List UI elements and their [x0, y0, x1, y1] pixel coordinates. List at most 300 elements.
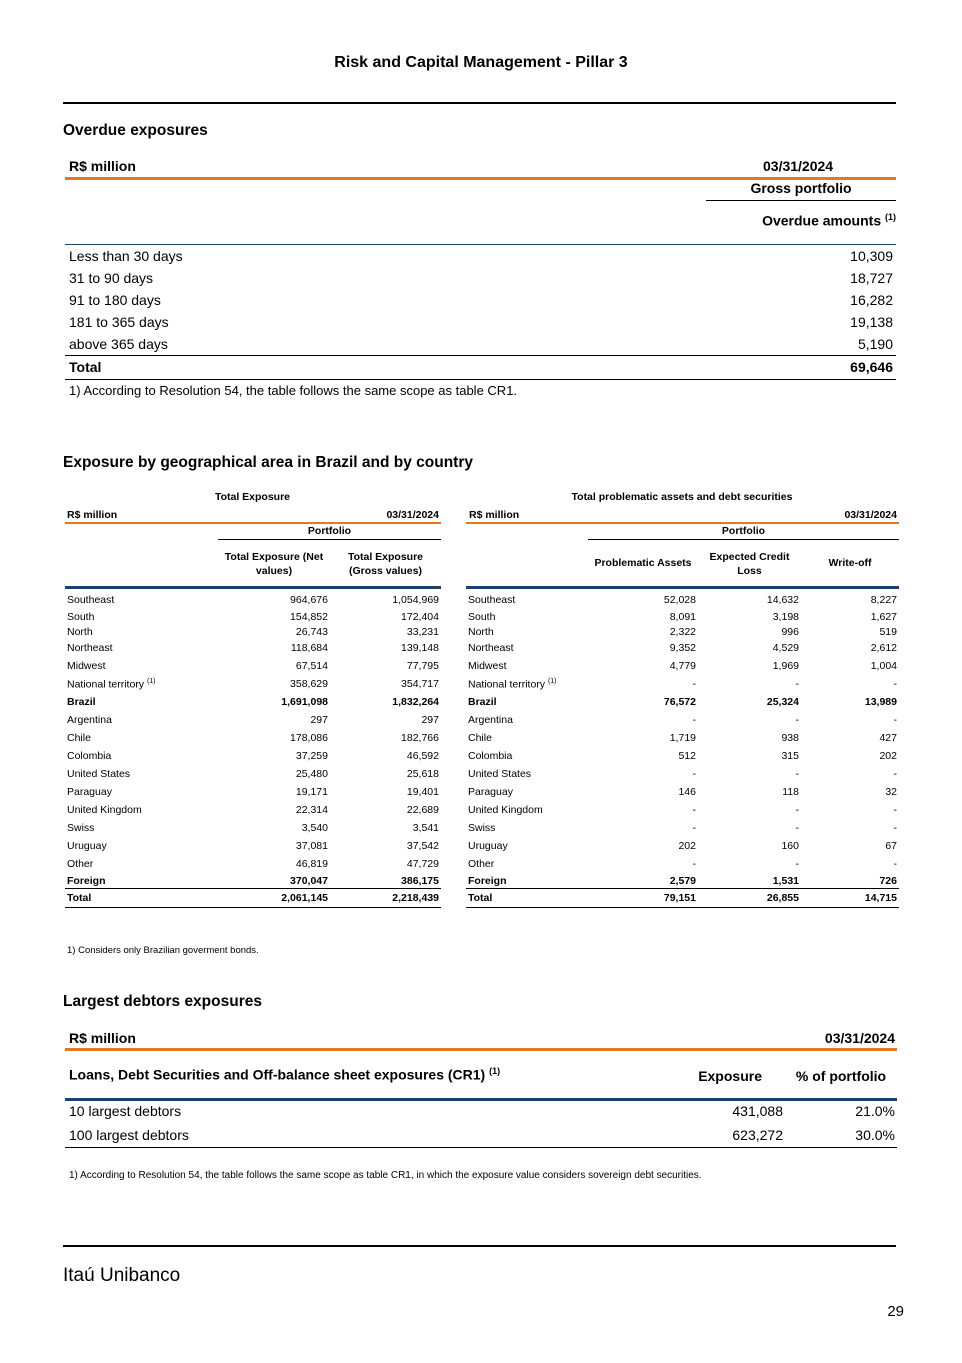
cell-value — [801, 837, 899, 855]
cell-value — [218, 801, 330, 819]
cell-label — [466, 855, 588, 873]
cell-value — [698, 765, 801, 783]
cell-value — [588, 609, 698, 624]
cell-label — [65, 873, 218, 889]
value-gross: 354,717 — [401, 678, 439, 690]
geo-right-col-ecl — [698, 550, 801, 578]
table-total-row — [65, 889, 441, 908]
table-row — [65, 1099, 897, 1123]
value-gross: 47,729 — [406, 858, 439, 870]
value-gross: 19,401 — [406, 786, 439, 798]
value-prob: 9,352 — [669, 642, 696, 654]
geo-title: Exposure by geographical area in Brazil and by country — [63, 454, 474, 471]
value-ecl: 1,969 — [772, 660, 799, 672]
cell-value — [801, 639, 899, 657]
value-wo: 8,227 — [870, 594, 897, 606]
table-row — [65, 246, 895, 268]
cell-value — [801, 873, 899, 889]
largest-col-sup: (1) — [489, 1066, 501, 1076]
cell-value — [330, 801, 441, 819]
value-net: 25,480 — [295, 768, 328, 780]
value-net: 358,629 — [290, 678, 328, 690]
cell-label — [65, 783, 218, 801]
overdue-title: Overdue exposures — [63, 122, 208, 139]
row-label: 10 largest debtors — [69, 1103, 182, 1119]
region-name: Argentina — [67, 714, 112, 726]
cell-value — [588, 747, 698, 765]
table-row — [466, 837, 899, 855]
value-gross: 33,231 — [406, 625, 439, 638]
value-net: 178,086 — [290, 732, 328, 744]
value-ecl: 3,198 — [772, 610, 799, 623]
table-row — [65, 624, 441, 639]
largest-unit: R$ million — [69, 1030, 136, 1046]
value-ecl: 315 — [781, 750, 799, 762]
table-row — [65, 765, 441, 783]
value-ecl: 996 — [781, 625, 799, 638]
cell-value — [218, 624, 330, 639]
table-row — [65, 312, 895, 334]
geo-right-table — [466, 591, 899, 908]
region-name: Colombia — [67, 750, 112, 762]
cell-value — [588, 675, 698, 693]
largest-col-label-text: Loans, Debt Securities and Off-balance sheet exposures (CR1) — [69, 1066, 486, 1083]
largest-bottom-rule — [65, 1147, 897, 1148]
cell-value — [698, 693, 801, 711]
col-gross-line1: Total Exposure — [347, 551, 424, 563]
cell-value — [218, 675, 330, 693]
value-net: 46,819 — [295, 858, 328, 870]
cell-value — [218, 765, 330, 783]
table-row — [466, 765, 899, 783]
value-prob: - — [692, 714, 696, 726]
cell-label — [466, 639, 588, 657]
cell-value — [588, 729, 698, 747]
cell-value — [588, 855, 698, 873]
cell-value — [801, 693, 899, 711]
row-value: 10,309 — [850, 248, 893, 264]
geo-right-group-rule — [588, 539, 899, 540]
table-total-row — [65, 357, 895, 379]
cell-label — [466, 609, 588, 624]
region-name: North — [67, 625, 93, 638]
overdue-footnote: 1) According to Resolution 54, the table follows the same scope as table CR1. — [69, 383, 518, 398]
table-row — [65, 837, 441, 855]
cell-value — [698, 639, 801, 657]
row-pct: 21.0% — [855, 1103, 895, 1119]
region-name: Chile — [468, 732, 492, 744]
overdue-col-sup: (1) — [885, 212, 896, 222]
value-ecl: - — [795, 858, 799, 870]
value-wo: 1,004 — [870, 660, 897, 672]
cell-value — [330, 693, 441, 711]
cell-value — [218, 693, 330, 711]
value-ecl: 4,529 — [772, 642, 799, 654]
cell-value — [218, 783, 330, 801]
row-exposure: 623,272 — [732, 1127, 783, 1143]
cell-value — [330, 591, 441, 609]
region-name: Argentina — [468, 714, 513, 726]
value-prob: - — [692, 678, 696, 690]
geo-right-group: Portfolio — [721, 525, 766, 537]
cell-label — [65, 657, 218, 675]
value-ecl: 14,632 — [766, 594, 799, 606]
largest-date: 03/31/2024 — [824, 1030, 895, 1046]
cell-value — [330, 711, 441, 729]
value-prob: - — [692, 804, 696, 816]
value-wo: 14,715 — [864, 892, 897, 904]
region-name: Chile — [67, 732, 91, 744]
value-wo: 32 — [885, 786, 897, 798]
table-row — [65, 1123, 897, 1147]
cell-value — [801, 855, 899, 873]
cell-value — [801, 609, 899, 624]
cell-value — [698, 609, 801, 624]
value-wo: - — [893, 714, 897, 726]
cell-label — [65, 889, 218, 908]
footer-company: Itaú Unibanco — [63, 1265, 181, 1286]
table-row — [466, 657, 899, 675]
col-net-line1: Total Exposure (Net — [224, 551, 324, 563]
cell-label — [65, 711, 218, 729]
page-title: Risk and Capital Management - Pillar 3 — [334, 54, 628, 71]
geo-left-orange-rule — [65, 522, 441, 524]
region-name: Southeast — [468, 594, 516, 606]
region-name: National territory — [468, 678, 546, 691]
geo-footnote: 1) Considers only Brazilian goverment bonds. — [67, 945, 259, 956]
cell-value — [330, 819, 441, 837]
cell-value — [588, 693, 698, 711]
table-row — [65, 747, 441, 765]
cell-label — [466, 765, 588, 783]
value-net: 1,691,098 — [281, 696, 328, 708]
value-prob: 76,572 — [663, 696, 696, 708]
cell-value — [801, 765, 899, 783]
cell-value — [801, 783, 899, 801]
value-prob: 4,779 — [669, 660, 696, 672]
cell-value — [330, 609, 441, 624]
cell-value — [218, 639, 330, 657]
cell-label — [65, 819, 218, 837]
region-name: Uruguay — [468, 840, 508, 852]
cell-label — [466, 889, 588, 908]
region-name: United Kingdom — [67, 804, 142, 816]
cell-label — [466, 783, 588, 801]
geo-left-col-net — [218, 550, 330, 578]
geo-right-col-wo: Write-off — [828, 557, 872, 569]
cell-value — [588, 819, 698, 837]
region-name: Southeast — [67, 594, 115, 606]
value-prob: - — [692, 822, 696, 834]
value-ecl: - — [795, 714, 799, 726]
col-gross-line2: (Gross values) — [349, 565, 422, 577]
table-row — [65, 268, 895, 290]
largest-col-label — [69, 1066, 500, 1083]
value-wo: 726 — [879, 874, 897, 887]
table-row — [65, 801, 441, 819]
col-net-line2: values) — [255, 565, 293, 577]
row-value: 16,282 — [850, 292, 893, 308]
value-gross: 172,404 — [401, 610, 439, 623]
overdue-navy-rule — [65, 244, 896, 245]
region-name: Swiss — [67, 822, 95, 834]
cell-label — [466, 873, 588, 889]
cell-value — [801, 624, 899, 639]
value-ecl: 160 — [781, 840, 799, 852]
geo-left-group: Portfolio — [307, 525, 352, 537]
table-row — [466, 873, 899, 889]
value-net: 26,743 — [295, 625, 328, 638]
row-value: 19,138 — [850, 314, 893, 330]
cell-value — [218, 711, 330, 729]
value-gross: 22,689 — [406, 804, 439, 816]
largest-col-exposure: Exposure — [698, 1068, 762, 1084]
value-gross: 182,766 — [401, 732, 439, 744]
table-row — [65, 873, 441, 889]
cell-label — [65, 765, 218, 783]
table-row — [466, 819, 899, 837]
cell-label — [65, 855, 218, 873]
geo-left-group-rule — [218, 539, 441, 540]
region-name: Swiss — [468, 822, 496, 834]
value-net: 37,259 — [295, 750, 328, 762]
row-label: above 365 days — [69, 336, 168, 352]
table-row — [466, 624, 899, 639]
row-exposure: 431,088 — [732, 1103, 783, 1119]
table-row — [466, 609, 899, 624]
value-gross: 386,175 — [401, 874, 439, 887]
cell-value — [801, 675, 899, 693]
geo-left-navy-rule — [65, 586, 441, 589]
cell-label — [466, 729, 588, 747]
largest-col-pct: % of portfolio — [795, 1068, 887, 1084]
page-number: 29 — [887, 1303, 904, 1320]
cell-label — [466, 693, 588, 711]
region-name: United States — [67, 768, 131, 780]
total-label: Total — [69, 359, 102, 375]
table-row — [466, 747, 899, 765]
value-prob: 79,151 — [663, 892, 696, 904]
cell-value — [698, 657, 801, 675]
value-net: 964,676 — [290, 594, 328, 606]
geo-left-caption: Total Exposure — [214, 491, 291, 503]
cell-label — [65, 747, 218, 765]
value-wo: 427 — [879, 732, 897, 744]
cell-value — [330, 747, 441, 765]
table-row — [65, 591, 441, 609]
overdue-date: 03/31/2024 — [763, 158, 834, 174]
value-net: 370,047 — [290, 874, 328, 887]
cell-value — [698, 873, 801, 889]
table-total-row — [466, 889, 899, 908]
overdue-group-header: Gross portfolio — [750, 180, 852, 196]
value-prob: 2,322 — [669, 625, 696, 638]
cell-value — [698, 801, 801, 819]
row-pct: 30.0% — [855, 1127, 895, 1143]
row-label: 100 largest debtors — [69, 1127, 189, 1143]
geo-right-col-prob: Problematic Assets — [594, 557, 692, 569]
region-name: National territory — [67, 678, 145, 691]
cell-label — [65, 693, 218, 711]
cell-value — [588, 801, 698, 819]
cell-value — [698, 624, 801, 639]
cell-value — [330, 855, 441, 873]
row-label: 91 to 180 days — [69, 292, 161, 308]
cell-label — [466, 591, 588, 609]
table-row — [466, 801, 899, 819]
table-row — [65, 855, 441, 873]
row-label: 31 to 90 days — [69, 270, 154, 286]
value-wo: - — [893, 678, 897, 690]
cell-value — [330, 639, 441, 657]
cell-label — [466, 711, 588, 729]
table-row — [466, 783, 899, 801]
cell-value — [698, 855, 801, 873]
region-name: Foreign — [468, 874, 507, 887]
cell-label — [466, 657, 588, 675]
table-row — [466, 675, 899, 693]
total-value: 69,646 — [850, 359, 893, 375]
cell-value — [588, 837, 698, 855]
region-name: South — [67, 610, 95, 623]
value-prob: 512 — [678, 750, 696, 762]
value-wo: 1,627 — [870, 610, 897, 623]
cell-value — [801, 889, 899, 908]
value-gross: 1,832,264 — [392, 696, 439, 708]
cell-label — [65, 837, 218, 855]
value-ecl: 1,531 — [772, 874, 799, 887]
region-name: North — [468, 625, 494, 638]
value-wo: 202 — [879, 750, 897, 762]
cell-value — [330, 624, 441, 639]
value-net: 2,061,145 — [281, 892, 328, 904]
row-label: 181 to 365 days — [69, 314, 169, 330]
overdue-unit: R$ million — [69, 158, 136, 174]
overdue-col-header-text: Overdue amounts — [762, 212, 882, 229]
value-gross: 25,618 — [406, 768, 439, 780]
value-wo: - — [893, 804, 897, 816]
geo-right-date: 03/31/2024 — [844, 509, 897, 521]
cell-value — [588, 591, 698, 609]
cell-value — [218, 747, 330, 765]
cell-value — [588, 889, 698, 908]
cell-label — [65, 801, 218, 819]
value-ecl: - — [795, 678, 799, 690]
table-row — [466, 855, 899, 873]
cell-value — [330, 729, 441, 747]
value-prob: 1,719 — [669, 732, 696, 744]
value-prob: - — [692, 768, 696, 780]
table-row — [466, 729, 899, 747]
region-name: Brazil — [67, 696, 96, 708]
region-name: Other — [67, 858, 94, 870]
cell-value — [588, 873, 698, 889]
value-net: 118,684 — [290, 642, 328, 654]
region-name: Brazil — [468, 696, 497, 708]
value-prob: 8,091 — [669, 610, 696, 623]
cell-value — [588, 783, 698, 801]
cell-value — [330, 783, 441, 801]
value-ecl: 118 — [782, 786, 799, 798]
overdue-total-bottom-rule — [65, 379, 896, 380]
geo-left-col-gross — [330, 550, 441, 578]
largest-footnote: 1) According to Resolution 54, the table follows the same scope as table CR1, in which the exposure value considers sovereign debt securities. — [69, 1170, 702, 1181]
geo-left-unit: R$ million — [67, 509, 118, 521]
cell-value — [330, 873, 441, 889]
cell-value — [588, 657, 698, 675]
value-prob: 202 — [678, 840, 696, 852]
geo-left-date: 03/31/2024 — [386, 509, 439, 521]
table-row — [65, 290, 895, 312]
value-ecl: 938 — [781, 732, 799, 744]
cell-label — [65, 624, 218, 639]
value-net: 37,081 — [295, 840, 328, 852]
cell-label — [65, 639, 218, 657]
geo-left-table — [65, 591, 441, 908]
table-row — [65, 711, 441, 729]
value-wo: 2,612 — [870, 642, 897, 654]
cell-value — [698, 591, 801, 609]
cell-value — [588, 711, 698, 729]
region-name: Midwest — [67, 660, 106, 672]
region-name: United States — [468, 768, 532, 780]
value-net: 67,514 — [295, 660, 328, 672]
table-row — [466, 639, 899, 657]
table-row — [65, 729, 441, 747]
cell-value — [218, 889, 330, 908]
cell-value — [218, 819, 330, 837]
value-prob: 52,028 — [663, 594, 696, 606]
value-ecl: - — [795, 804, 799, 816]
cell-value — [801, 591, 899, 609]
value-wo: - — [893, 768, 897, 780]
footer-rule — [63, 1245, 896, 1247]
cell-value — [801, 747, 899, 765]
table-row — [65, 639, 441, 657]
cell-value — [588, 765, 698, 783]
table-row — [65, 819, 441, 837]
cell-value — [801, 801, 899, 819]
table-row — [65, 334, 895, 356]
row-value: 5,190 — [857, 336, 893, 352]
value-gross: 3,541 — [412, 822, 439, 834]
cell-value — [698, 889, 801, 908]
cell-label — [466, 675, 588, 693]
value-wo: - — [893, 822, 897, 834]
cell-value — [698, 783, 801, 801]
cell-value — [698, 675, 801, 693]
region-name: Other — [468, 858, 495, 870]
cell-label — [65, 591, 218, 609]
cell-value — [218, 855, 330, 873]
cell-value — [330, 765, 441, 783]
region-name: South — [468, 610, 496, 623]
cell-value — [698, 747, 801, 765]
value-prob: 2,579 — [669, 874, 696, 887]
cell-value — [330, 675, 441, 693]
largest-title: Largest debtors exposures — [63, 993, 262, 1010]
value-net: 22,314 — [295, 804, 328, 816]
table-row — [466, 591, 899, 609]
cell-label — [65, 609, 218, 624]
table-row — [65, 657, 441, 675]
geo-right-navy-rule — [466, 586, 899, 589]
col-ecl-line2: Loss — [737, 565, 762, 577]
cell-value — [218, 729, 330, 747]
cell-value — [698, 729, 801, 747]
row-label: Less than 30 days — [69, 248, 183, 264]
footnote-marker: (1) — [547, 677, 557, 685]
